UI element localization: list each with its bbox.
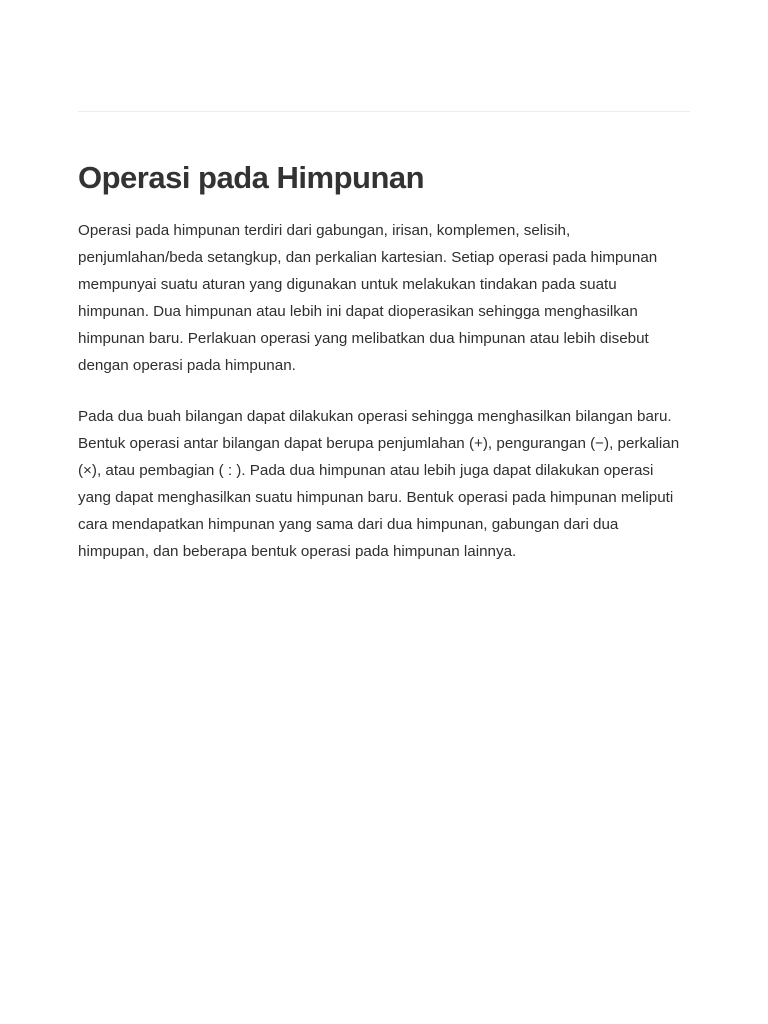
article-body <box>78 217 690 588</box>
page-title: Operasi pada Himpunan <box>78 160 425 195</box>
top-divider <box>78 111 690 112</box>
paragraph-2: Pada dua buah bilangan dapat dilakukan operasi sehingga menghasilkan bilangan baru. Bentuk operasi antar bilangan dapat berupa penjumlahan (+), pengurangan (−), perkalian (×), atau pembagian ( : ). Pada dua himpunan atau lebih juga dapat dilakukan operasi yang dapat menghasilkan suatu himpunan baru. Bentuk operasi pada himpunan meliputi cara mendapatkan himpunan yang sama dari dua himpunan, gabungan dari dua himpupan, dan beberapa bentuk operasi pada himpunan lainnya. <box>78 407 680 561</box>
paragraph-1: Operasi pada himpunan terdiri dari gabungan, irisan, komplemen, selisih, penjumlahan/beda setangkup, dan perkalian kartesian. Setiap operasi pada himpunan mempunyai suatu aturan yang digunakan untuk melakukan tindakan pada suatu himpunan. Dua himpunan atau lebih ini dapat dioperasikan sehingga menghasilkan himpunan baru. Perlakuan operasi yang melibatkan dua himpunan atau lebih disebut dengan operasi pada himpunan. <box>78 222 658 375</box>
